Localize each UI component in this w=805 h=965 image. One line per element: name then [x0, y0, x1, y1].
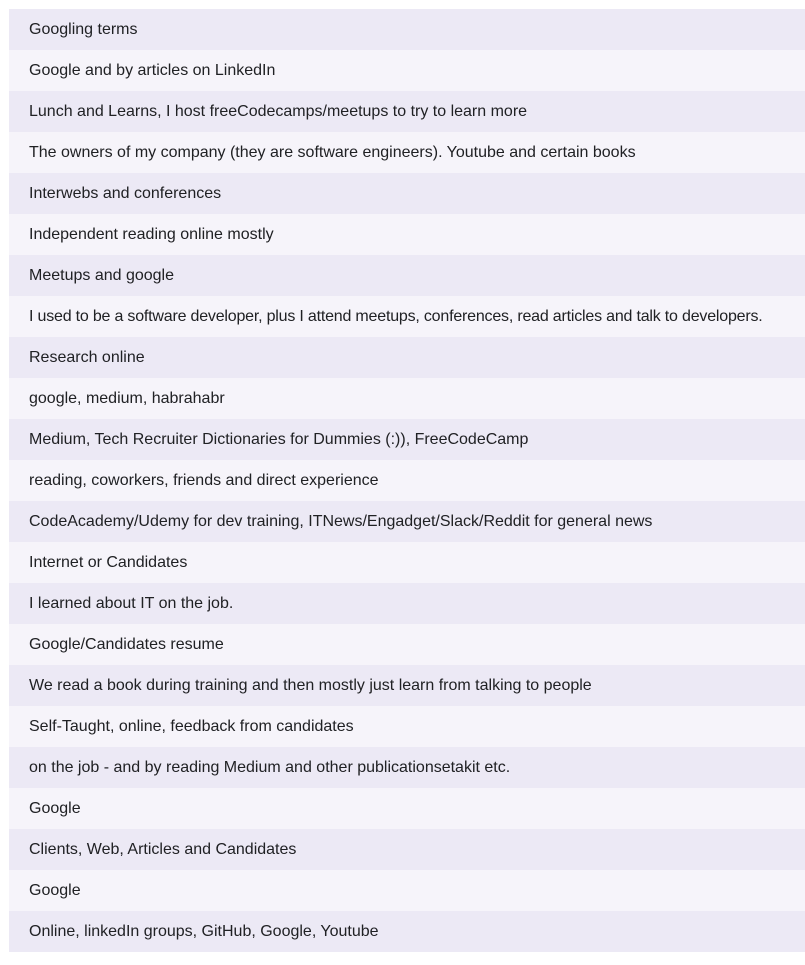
- response-row: Google: [9, 788, 805, 829]
- response-row: google, medium, habrahabr: [9, 378, 805, 419]
- response-row: Independent reading online mostly: [9, 214, 805, 255]
- response-row: I learned about IT on the job.: [9, 583, 805, 624]
- response-row: Lunch and Learns, I host freeCodecamps/meetups to try to learn more: [9, 91, 805, 132]
- response-row: on the job - and by reading Medium and other publicationsetakit etc.: [9, 747, 805, 788]
- response-row: Medium, Tech Recruiter Dictionaries for Dummies (:)), FreeCodeCamp: [9, 419, 805, 460]
- response-row: reading, coworkers, friends and direct experience: [9, 460, 805, 501]
- response-row: Google: [9, 870, 805, 911]
- response-row: Internet or Candidates: [9, 542, 805, 583]
- response-row: We read a book during training and then mostly just learn from talking to people: [9, 665, 805, 706]
- response-row: The owners of my company (they are software engineers). Youtube and certain books: [9, 132, 805, 173]
- response-row: CodeAcademy/Udemy for dev training, ITNews/Engadget/Slack/Reddit for general news: [9, 501, 805, 542]
- response-row: Google/Candidates resume: [9, 624, 805, 665]
- response-row: Googling terms: [9, 9, 805, 50]
- response-row: Google and by articles on LinkedIn: [9, 50, 805, 91]
- response-row: Interwebs and conferences: [9, 173, 805, 214]
- response-row: I used to be a software developer, plus I attend meetups, conferences, read articles and talk to developers.: [9, 296, 805, 337]
- response-row: Clients, Web, Articles and Candidates: [9, 829, 805, 870]
- response-row: Online, linkedIn groups, GitHub, Google, Youtube: [9, 911, 805, 952]
- response-row: Research online: [9, 337, 805, 378]
- response-row: Self-Taught, online, feedback from candidates: [9, 706, 805, 747]
- response-list: [9, 9, 805, 952]
- response-row: Meetups and google: [9, 255, 805, 296]
